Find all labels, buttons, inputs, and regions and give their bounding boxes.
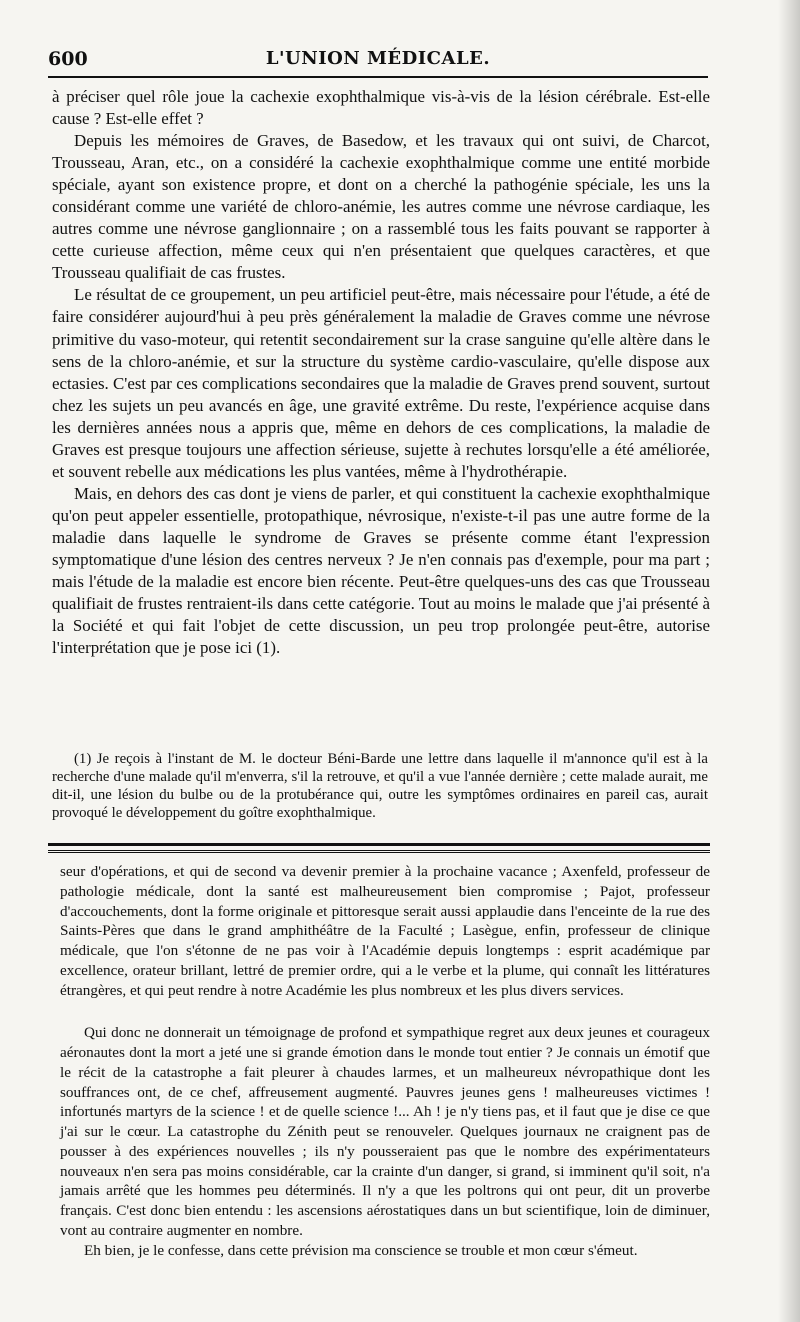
page-edge-shadow	[778, 0, 800, 1322]
feuilleton-paragraph: seur d'opérations, et qui de second va devenir premier à la prochaine vacance ; Axenfeld, professeur de pathologie médicale, dont la santé est malheureusement bien compromise ; Pajot, professeur d'accouchements, dont la forme originale et pittoresque serait aussi applaudie dans l'enceinte de la rue des Saints-Pères que dans le grand amphithéâtre de la Faculté ; Lasègue, enfin, professeur de clinique médicale, que l'on s'étonne de ne pas voir à l'Académie depuis longtemps : esprit académique par excellence, orateur brillant, lettré de premier ordre, qui a le verbe et la plume, qui connaît les littératures étrangères, et qui peut rendre à notre Académie les plus nombreux et les plus divers services.	[60, 863, 710, 999]
section-separator	[48, 843, 710, 851]
feuilleton-section	[60, 862, 710, 1260]
section-separator-thin	[48, 852, 710, 853]
article-paragraph: à préciser quel rôle joue la cachexie exophthalmique vis-à-vis de la lésion cérébrale. Est-elle cause ? Est-elle effet ?	[52, 87, 710, 129]
page-number: 600	[48, 48, 88, 70]
page-header	[48, 48, 708, 74]
footnote-text: (1) Je reçois à l'instant de M. le docteur Béni-Barde une lettre dans laquelle il m'annonce qu'il est à la recherche d'une malade qu'il m'enverra, s'il la retrouve, et qu'il a vue l'année dernière ; cette malade aurait, me dit-il, une lésion du bulbe ou de la protubérance qui, outre les symptômes ordinaires en pareil cas, aurait provoqué le développement du goître exophthalmique.	[52, 751, 708, 821]
header-rule	[48, 76, 708, 78]
footnote	[52, 750, 708, 822]
article-body	[52, 86, 710, 659]
article-paragraph: Le résultat de ce groupement, un peu artificiel peut-être, mais nécessaire pour l'étude, a été de faire considérer aujourd'hui à peu près généralement la maladie de Graves comme une névrose primitive du vaso-moteur, qui retentit secondairement sur la crase sanguine qu'elle altère dans le sens de la chloro-anémie, et sur la structure du système cardio-vasculaire, qu'elle dispose aux ectasies. C'est par ces complications secondaires que la maladie de Graves prend souvent, surtout chez les sujets un peu avancés en âge, une gravité extrême. Du reste, l'expérience acquise dans les dernières années nous a appris que, même en dehors de ces complications, la maladie de Graves est presque toujours une affection sérieuse, sujette à rechutes lorsqu'elle a été améliorée, et souvent rebelle aux médications les plus vantées, même à l'hydrothérapie.	[52, 285, 710, 481]
feuilleton-paragraph: Qui donc ne donnerait un témoignage de profond et sympathique regret aux deux jeunes et courageux aéronautes dont la mort a jeté une si grande émotion dans le monde tout entier ? Je connais un émotif que le récit de la catastrophe a fait pleurer à chaudes larmes, et un malheureux névropathique dont les souffrances ont, de ce chef, affreusement augmenté. Pauvres jeunes gens ! malheureuses victimes ! infortunés martyrs de la science ! et de quelle science !... Ah ! je n'y tiens pas, et il faut que je dise ce que j'ai sur le cœur. La catastrophe du Zénith peut se renouveler. Quelques journaux ne craignent pas de pousser à des expériences nouvelles ; ils n'y pousseraient pas que le nombre des expérimentateurs nouveaux n'en sera pas moins considérable, car la crainte d'un danger, si grand, si imminent qu'il soit, n'a jamais arrêté que les hommes peu déterminés. Il n'y a que les poltrons qui ont peur, dit un proverbe français. C'est donc bien entendu : les ascensions aérostatiques dans un but scientifique, loin de diminuer, vont au contraire augmenter en nombre.	[60, 1024, 710, 1239]
article-paragraph: Mais, en dehors des cas dont je viens de parler, et qui constituent la cachexie exophthalmique qu'on peut appeler essentielle, protopathique, névrosique, n'existe-t-il pas une autre forme de la maladie dans laquelle le syndrome de Graves se présente comme étant l'expression symptomatique d'une lésion des centres nerveux ? Je n'en connais pas d'exemple, pour ma part ; mais l'étude de la maladie est encore bien récente. Peut-être quelques-uns des cas que Trousseau qualifiait de frustes rentraient-ils dans cette catégorie. Tout au moins le malade que j'ai présenté à la Société et qui fait l'objet de cette discussion, un peu trop prolongée peut-être, autorise l'interprétation que je pose ici (1).	[52, 483, 710, 658]
running-title: L'UNION MÉDICALE.	[265, 48, 491, 69]
paragraph-gap	[60, 1000, 710, 1023]
feuilleton-paragraph: Eh bien, je le confesse, dans cette prévision ma conscience se trouble et mon cœur s'émeut.	[84, 1241, 638, 1259]
article-paragraph: Depuis les mémoires de Graves, de Basedow, et les travaux qui ont suivi, de Charcot, Trousseau, Aran, etc., on a considéré la cachexie exophthalmique comme une entité morbide spéciale, ayant son existence propre, et dont on a cherché la pathogénie spéciale, les uns la considérant comme une variété de chloro-anémie, les autres comme une névrose cardiaque, les autres comme une névrose ganglionnaire ; on a rassemblé tous les faits pouvant se rapporter à cette curieuse affection, même ceux qui n'en présentaient que quelques caractères, et que Trousseau qualifiait de cas frustes.	[52, 131, 710, 283]
